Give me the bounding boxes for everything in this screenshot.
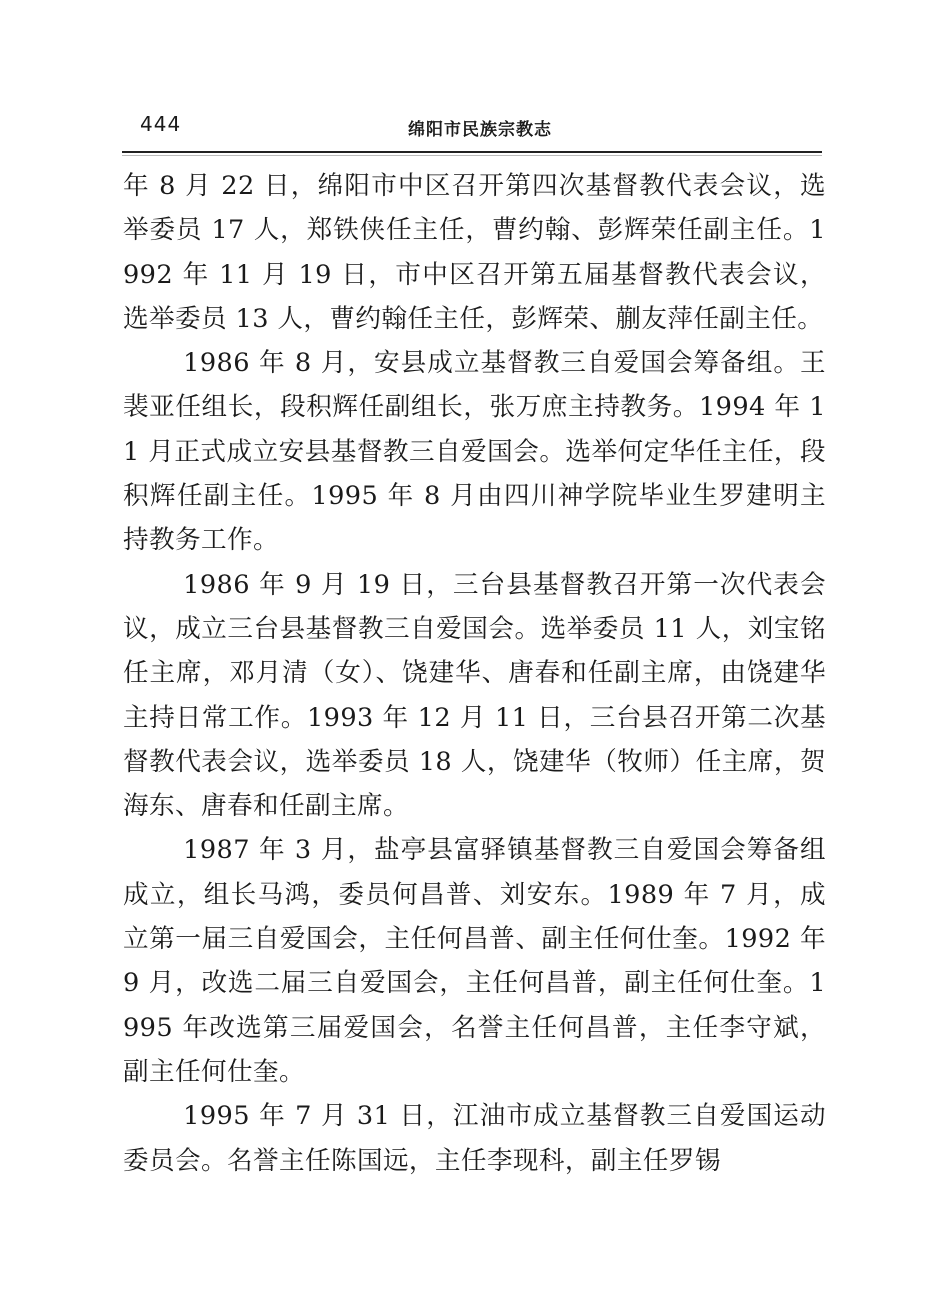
paragraph-yanting-county: 1987 年 3 月，盐亭县富驿镇基督教三自爱国会筹备组成立，组长马鸿，委员何昌普、刘安东。1989 年 7 月，成立第一届三自爱国会，主任何昌普、副主任何仕奎。1992 年 9 月，改选二届三自爱国会，主任何昌普，副主任何仕奎。1995 年改选第三届爱国会，名誉主任何昌普，主任李守斌，副主任何仕奎。 [123, 835, 826, 1087]
body-text [123, 164, 826, 1183]
header-rule-shadow [122, 155, 822, 156]
running-title: 绵阳市民族宗教志 [408, 120, 552, 140]
page-number: 444 [140, 112, 182, 136]
header-rule [122, 151, 822, 153]
paragraph-continued: 年 8 月 22 日，绵阳市中区召开第四次基督教代表会议，选举委员 17 人，郑铁侠任主任，曹约翰、彭辉荣任副主任。1992 年 11 月 19 日，市中区召开第五届基督教代表会议，选举委员 13 人，曹约翰任主任，彭辉荣、蒯友萍任副主任。 [123, 171, 826, 334]
paragraph-santai-county: 1986 年 9 月 19 日，三台县基督教召开第一次代表会议，成立三台县基督教三自爱国会。选举委员 11 人，刘宝铭任主席，邓月清（女）、饶建华、唐春和任副主席，由饶建华主持日常工作。1993 年 12 月 11 日，三台县召开第二次基督教代表会议，选举委员 18 人，饶建华（牧师）任主席，贺海东、唐春和任副主席。 [123, 569, 826, 822]
paragraph-an-county: 1986 年 8 月，安县成立基督教三自爱国会筹备组。王裴亚任组长，段积辉任副组长，张万庶主持教务。1994 年 11 月正式成立安县基督教三自爱国会。选举何定华任主任，段积辉任副主任。1995 年 8 月由四川神学院毕业生罗建明主持教务工作。 [123, 348, 826, 556]
paragraph-jiangyou-city: 1995 年 7 月 31 日，江油市成立基督教三自爱国运动委员会。名誉主任陈国远，主任李现科，副主任罗锡 [123, 1101, 826, 1176]
